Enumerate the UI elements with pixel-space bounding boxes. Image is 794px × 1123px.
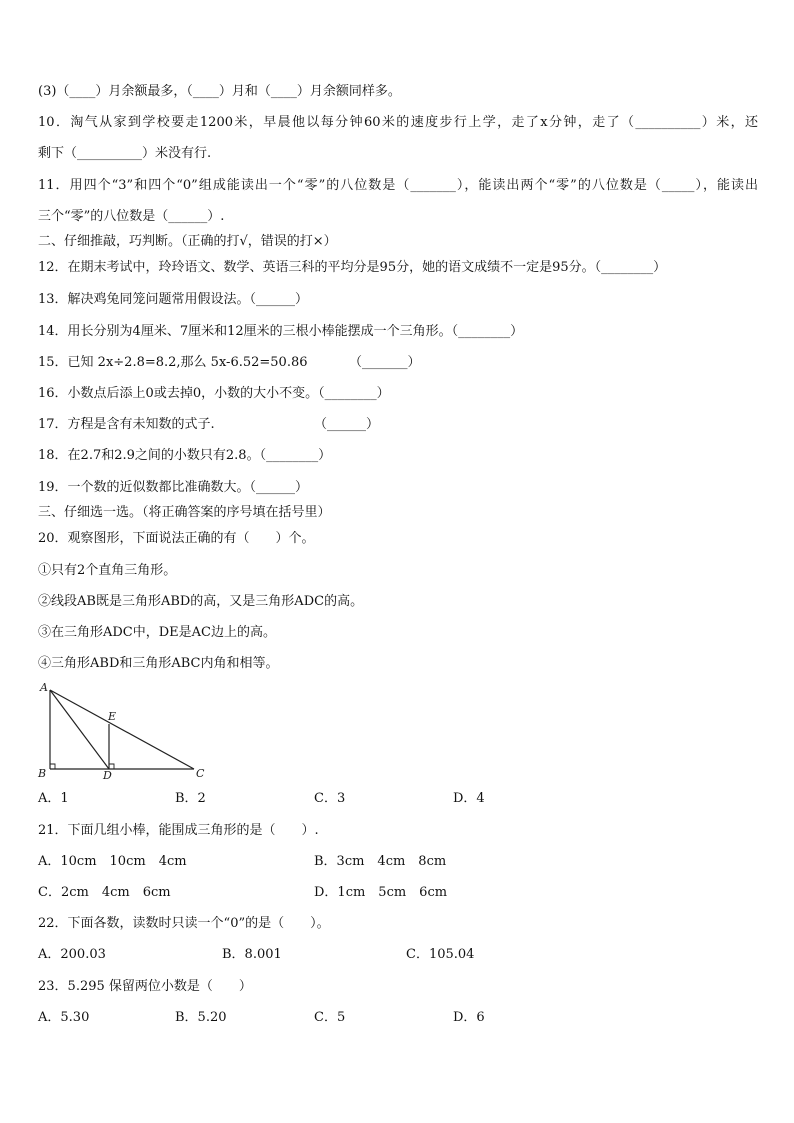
q18: 18．在2.7和2.9之间的小数只有2.8。（________） xyxy=(38,448,332,463)
q23-stem: 23．5.295 保留两位小数是（ ） xyxy=(38,979,252,994)
q13: 13．解决鸡兔同笼问题常用假设法。（______） xyxy=(38,292,309,307)
right-angle-b xyxy=(50,764,55,769)
q21-option-d: D．1cm 5cm 6cm xyxy=(314,885,448,900)
q22-option-b: B．8.001 xyxy=(222,947,282,962)
q11-line2: 三个“零”的八位数是（______）. xyxy=(38,209,225,224)
label-d: D xyxy=(103,769,112,782)
q16: 16．小数点后添上0或去掉0，小数的大小不变。（________） xyxy=(38,386,390,401)
q21-option-c: C．2cm 4cm 6cm xyxy=(38,885,171,900)
q20-statement-3: ③在三角形ADC中，DE是AC边上的高。 xyxy=(38,625,277,640)
q14: 14．用长分别为4厘米、7厘米和12厘米的三根小棒能摆成一个三角形。（________） xyxy=(38,324,524,339)
q20-statement-4: ④三角形ABD和三角形ABC内角和相等。 xyxy=(38,656,279,671)
q20-option-d: D．4 xyxy=(453,791,485,806)
q20-option-c: C．3 xyxy=(314,791,346,806)
q20-statement-1: ①只有2个直角三角形。 xyxy=(38,563,177,578)
label-a: A xyxy=(40,681,48,694)
section-3-heading: 三、仔细选一选。（将正确答案的序号填在括号里） xyxy=(38,505,331,520)
q15 xyxy=(38,355,758,371)
section-2-heading: 二、仔细推敲，巧判断。（正确的打√，错误的打×） xyxy=(38,234,337,249)
q11-line1: 11．用四个“3”和四个“0”组成能读出一个“零”的八位数是（_______），能读出两个“零”的八位数是（_____），能读出 xyxy=(38,178,758,193)
label-c: C xyxy=(196,767,205,780)
q23-option-b: B．5.20 xyxy=(175,1010,227,1025)
q23-option-a: A．5.30 xyxy=(38,1010,90,1025)
q17-blank: （______） xyxy=(314,417,380,432)
q23-option-d: D．6 xyxy=(453,1010,485,1025)
q21-stem: 21．下面几组小棒，能围成三角形的是（ ）. xyxy=(38,823,319,838)
q10-line2: 剩下（__________）米没有行. xyxy=(38,146,212,161)
segment-ac xyxy=(50,690,194,769)
label-b: B xyxy=(38,767,47,780)
q22-option-c: C．105.04 xyxy=(406,947,475,962)
q21-option-b: B．3cm 4cm 8cm xyxy=(314,854,447,869)
segment-ad xyxy=(50,690,109,769)
q20-statement-2: ②线段AB既是三角形ABD的高，又是三角形ADC的高。 xyxy=(38,594,364,609)
q20-stem: 20．观察图形，下面说法正确的有（ ）个。 xyxy=(38,531,315,546)
q20-option-b: B．2 xyxy=(175,791,206,806)
q17 xyxy=(38,417,758,433)
triangle-figure xyxy=(36,680,206,782)
q17-text: 17．方程是含有未知数的式子. xyxy=(38,417,215,432)
q12: 12．在期末考试中，玲玲语文、数学、英语三科的平均分是95分，她的语文成绩不一定是95分。（________） xyxy=(38,260,667,275)
q22-option-a: A．200.03 xyxy=(38,947,106,962)
q10-line1: 10．淘气从家到学校要走1200米，早晨他以每分钟60米的速度步行上学，走了x分钟，走了（__________）米，还 xyxy=(38,115,758,130)
q15-text: 15．已知 2x÷2.8=8.2,那么 5x-6.52=50.86 xyxy=(38,355,308,370)
q23-option-c: C．5 xyxy=(314,1010,346,1025)
q20-option-a: A．1 xyxy=(38,791,69,806)
q22-stem: 22．下面各数，读数时只读一个“0”的是（ ）。 xyxy=(38,916,330,931)
label-e: E xyxy=(108,710,117,723)
q19: 19．一个数的近似数都比准确数大。（______） xyxy=(38,480,309,495)
q15-blank: （_______） xyxy=(349,355,421,370)
q9-part3: (3)（____）月余额最多，（____）月和（____）月余额同样多。 xyxy=(38,84,401,99)
q21-option-a: A．10cm 10cm 4cm xyxy=(38,854,187,869)
